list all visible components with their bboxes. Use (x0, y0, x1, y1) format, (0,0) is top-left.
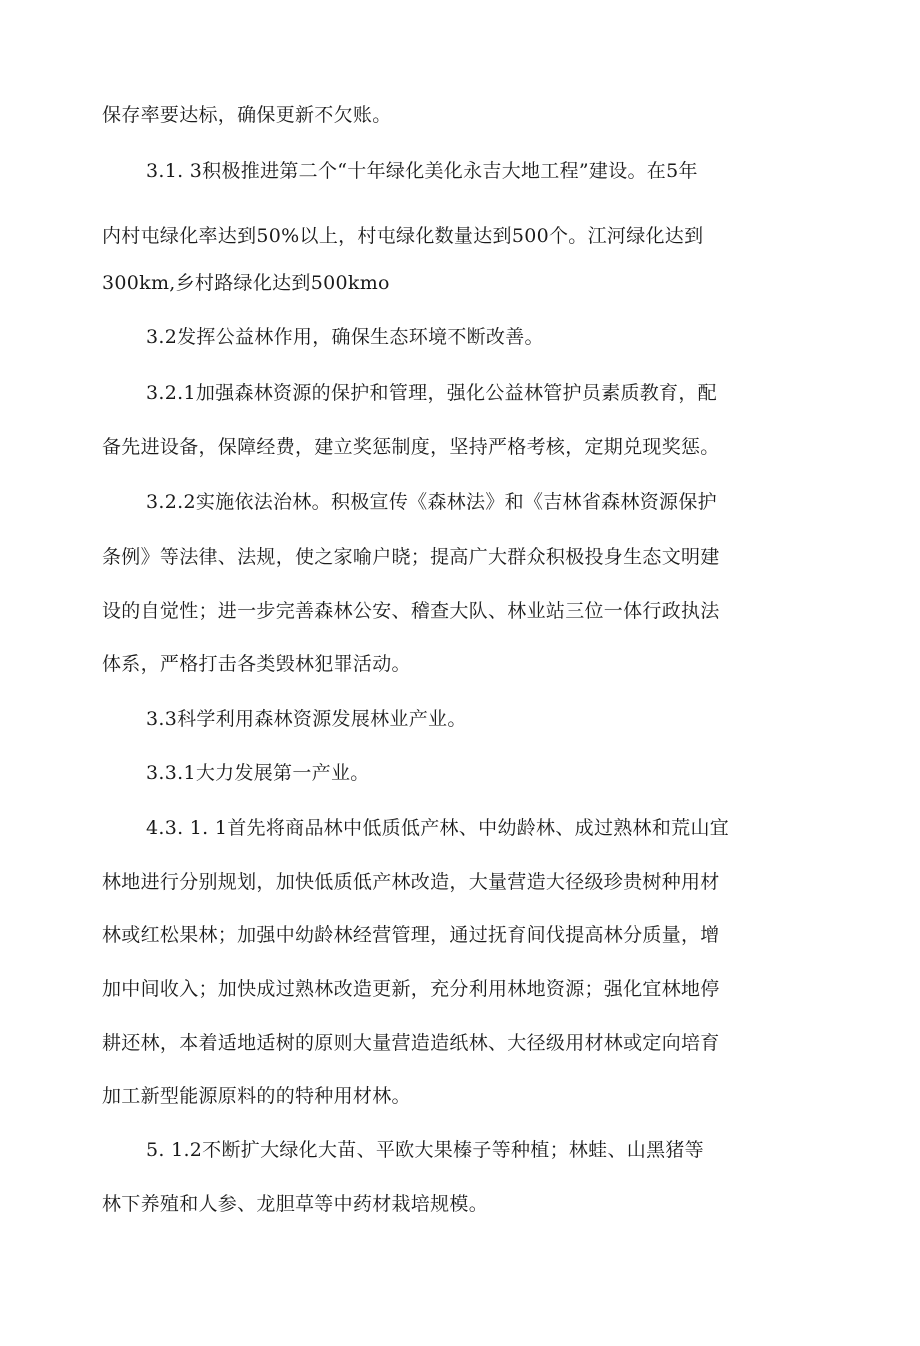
text-line: 林地进行分别规划，加快低质低产林改造，大量营造大径级珍贵树种用材 (102, 871, 720, 893)
section-heading-3-2-2: 3.2.2实施依法治林。积极宣传《森林法》和《吉林省森林资源保护 (146, 491, 717, 513)
text-line: 耕还林，本着适地适树的原则大量营造造纸林、大径级用材林或定向培育 (102, 1032, 720, 1054)
text-line: 300km,乡村路绿化达到500kmo (102, 272, 390, 294)
section-heading-4-3-1-1: 4.3. 1. 1首先将商品林中低质低产林、中幼龄林、成过熟林和荒山宜 (146, 817, 730, 839)
text-line: 内村屯绿化率达到50%以上，村屯绿化数量达到500个。江河绿化达到 (102, 225, 704, 247)
text-line: 林或红松果林；加强中幼龄林经营管理，通过抚育间伐提高林分质量，增 (102, 924, 720, 946)
text-line: 备先进设备，保障经费，建立奖惩制度，坚持严格考核，定期兑现奖惩。 (102, 436, 720, 458)
text-line: 体系，严格打击各类毁林犯罪活动。 (102, 653, 411, 675)
section-heading-3-2: 3.2发挥公益林作用，确保生态环境不断改善。 (146, 326, 544, 348)
section-heading-3-3: 3.3科学利用森林资源发展林业产业。 (146, 708, 467, 730)
text-line: 保存率要达标，确保更新不欠账。 (102, 104, 392, 126)
text-line: 条例》等法律、法规，使之家喻户晓；提高广大群众积极投身生态文明建 (102, 546, 720, 568)
section-heading-3-2-1: 3.2.1加强森林资源的保护和管理，强化公益林管护员素质教育，配 (146, 382, 717, 404)
text-line: 林下养殖和人参、龙胆草等中药材栽培规模。 (102, 1193, 489, 1215)
section-heading-5-1-2: 5. 1.2不断扩大绿化大苗、平欧大果榛子等种植；林蛙、山黑猪等 (146, 1139, 704, 1161)
section-heading-3-3-1: 3.3.1大力发展第一产业。 (146, 762, 370, 784)
text-line: 加中间收入；加快成过熟林改造更新，充分利用林地资源；强化宜林地停 (102, 978, 720, 1000)
section-heading-3-1-3: 3.1. 3积极推进第二个“十年绿化美化永吉大地工程”建设。在5年 (146, 160, 698, 182)
text-line: 设的自觉性；进一步完善森林公安、稽查大队、林业站三位一体行政执法 (102, 600, 720, 622)
text-line: 加工新型能源原料的的特种用材林。 (102, 1085, 411, 1107)
